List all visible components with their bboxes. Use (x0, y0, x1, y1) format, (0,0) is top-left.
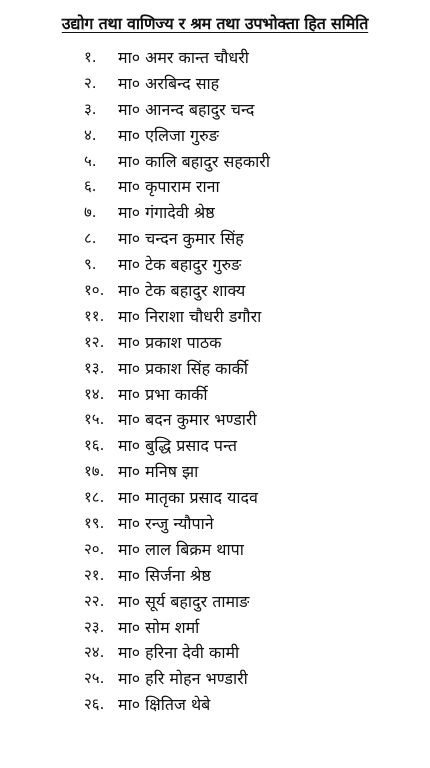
member-name: मा० प्रभा कार्की (118, 384, 208, 404)
member-name: मा० आनन्द बहादुर चन्द (118, 99, 255, 119)
member-name: मा० टेक बहादुर गुरुङ (118, 255, 242, 275)
member-row-11 (0, 303, 430, 329)
member-name: मा० रन्जु न्यौपाने (118, 513, 214, 533)
member-row-14 (0, 381, 430, 407)
document-title: उद्योग तथा वाणिज्य र श्रम तथा उपभोक्ता हित समिति (61, 14, 369, 33)
member-name: मा० सूर्य बहादुर तामाङ (118, 591, 250, 611)
member-name: मा० मातृका प्रसाद यादव (118, 488, 258, 508)
member-name: मा० गंगादेवी श्रेष्ठ (118, 203, 215, 223)
member-row-23 (0, 614, 430, 640)
member-row-24 (0, 639, 430, 665)
member-number: १९. (84, 513, 105, 532)
member-number: ५. (84, 151, 97, 170)
member-name: मा० हरिना देवी कामी (118, 643, 240, 663)
member-number: १७. (84, 462, 105, 481)
member-row-1 (0, 44, 430, 70)
member-name: मा० अमर कान्त चौधरी (118, 47, 249, 67)
member-list (0, 44, 430, 717)
member-name: मा० प्रकाश सिंह कार्की (118, 358, 249, 378)
member-row-9 (0, 251, 430, 277)
member-row-8 (0, 225, 430, 251)
member-number: २२. (84, 591, 105, 610)
member-name: मा० लाल बिक्रम थापा (118, 539, 244, 559)
member-row-19 (0, 510, 430, 536)
member-row-10 (0, 277, 430, 303)
member-number: २३. (84, 617, 105, 636)
member-row-3 (0, 96, 430, 122)
member-name: मा० अरबिन्द साह (118, 73, 220, 93)
member-row-2 (0, 70, 430, 96)
member-number: १६. (84, 436, 105, 455)
member-name: मा० हरि मोहन भण्डारी (118, 669, 248, 689)
member-name: मा० कृपाराम राना (118, 177, 220, 197)
member-number: १८. (84, 488, 105, 507)
member-number: १३. (84, 358, 105, 377)
member-number: २५. (84, 669, 105, 688)
member-row-16 (0, 432, 430, 458)
member-name: मा० एलिजा गुरुङ (118, 125, 219, 145)
member-number: ९. (84, 255, 97, 274)
member-name: मा० सोम शर्मा (118, 617, 200, 637)
member-row-21 (0, 562, 430, 588)
member-row-15 (0, 406, 430, 432)
member-name: मा० बदन कुमार भण्डारी (118, 410, 257, 430)
member-name: मा० मनिष झा (118, 462, 199, 482)
member-number: २४. (84, 643, 105, 662)
member-number: २१. (84, 565, 105, 584)
member-number: १४. (84, 384, 105, 403)
member-name: मा० निराशा चौधरी डगौरा (118, 306, 262, 326)
member-number: ८. (84, 229, 97, 248)
member-number: ६. (84, 177, 97, 196)
member-number: ४. (84, 125, 97, 144)
member-number: १५. (84, 410, 105, 429)
member-row-7 (0, 199, 430, 225)
member-row-12 (0, 329, 430, 355)
member-row-13 (0, 355, 430, 381)
member-name: मा० प्रकाश पाठक (118, 332, 222, 352)
member-row-20 (0, 536, 430, 562)
member-row-25 (0, 665, 430, 691)
member-number: २०. (84, 539, 105, 558)
member-row-5 (0, 148, 430, 174)
member-row-18 (0, 484, 430, 510)
member-name: मा० सिर्जना श्रेष्ठ (118, 565, 211, 585)
member-name: मा० टेक बहादुर शाक्य (118, 280, 246, 300)
member-name: मा० बुद्धि प्रसाद पन्त (118, 436, 238, 456)
member-name: मा० क्षितिज थेबे (118, 695, 211, 715)
member-row-6 (0, 173, 430, 199)
member-number: २. (84, 73, 97, 92)
member-name: मा० कालि बहादुर सहकारी (118, 151, 270, 171)
member-number: ११. (84, 306, 105, 325)
member-number: १२. (84, 332, 105, 351)
member-row-4 (0, 122, 430, 148)
member-number: १०. (84, 280, 105, 299)
member-name: मा० चन्दन कुमार सिंह (118, 229, 244, 249)
member-row-22 (0, 588, 430, 614)
member-number: ३. (84, 99, 97, 118)
member-row-17 (0, 458, 430, 484)
member-row-26 (0, 691, 430, 717)
member-number: २६. (84, 695, 105, 714)
member-number: १. (84, 47, 97, 66)
member-number: ७. (84, 203, 97, 222)
